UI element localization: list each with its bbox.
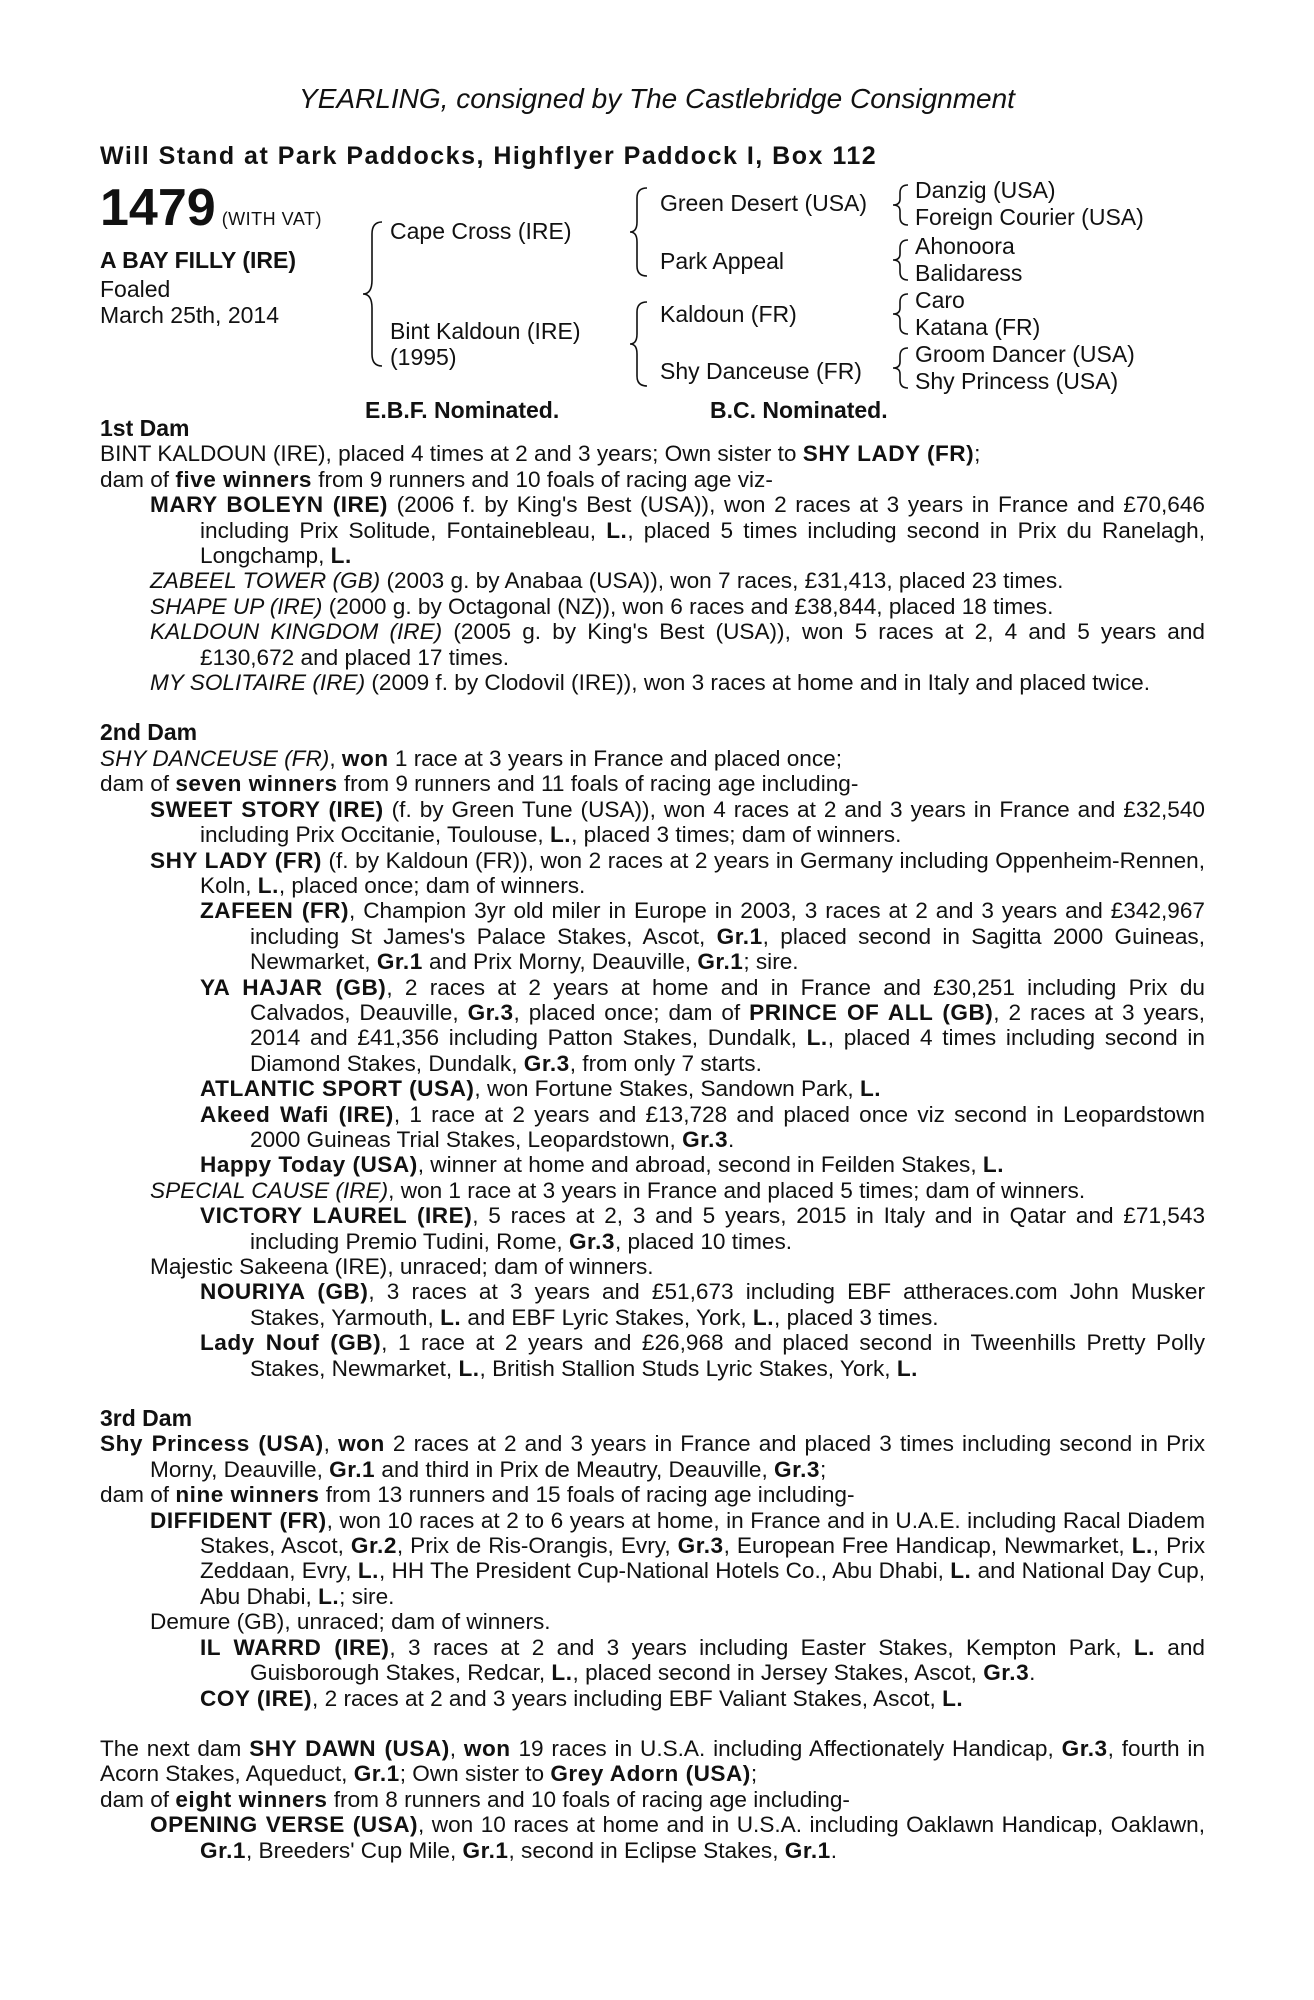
entry-akeed-wafi: [100, 1102, 1205, 1153]
text-run: L.: [1131, 1533, 1153, 1559]
text-run: YA HAJAR (GB): [200, 974, 387, 1000]
text-run: , 3 races at 3 years and £51,673 including EBF attheraces.com John Musker Stakes, Yarmouth,: [250, 1279, 1205, 1330]
next-dam-intro: [100, 1736, 1205, 1787]
ebf-nomination: E.B.F. Nominated.: [365, 397, 560, 423]
spacer: [100, 1711, 1205, 1736]
entry-coy: [100, 1686, 1205, 1711]
page-header: YEARLING, consigned by The Castlebridge Consignment: [299, 83, 1015, 114]
text-run: .: [1029, 1660, 1036, 1686]
pedigree-sire-dam: Park Appeal: [660, 248, 785, 274]
text-run: , 1 race at 2 years and £13,728 and placed once viz second in Leopardstown 2000 Guineas Trial Stakes, Leopardstown,: [250, 1101, 1205, 1152]
text-run: , HH The President Cup-National Hotels Co., Abu Dhabi,: [378, 1558, 951, 1584]
entry-nouriya: [100, 1279, 1205, 1330]
text-run: ;: [974, 441, 981, 467]
text-run: L.: [549, 822, 572, 848]
text-run: five winners: [175, 466, 312, 492]
text-run: MARY BOLEYN (IRE): [150, 492, 388, 518]
text-run: ZAFEEN (FR): [200, 898, 349, 924]
bc-nomination: B.C. Nominated.: [710, 397, 888, 423]
entry-diffident: [100, 1508, 1205, 1610]
second-dam-intro: [100, 746, 1205, 771]
lot-number-value: 1479: [100, 179, 216, 237]
text-run: from 9 runners and 10 foals of racing age viz-: [311, 466, 773, 492]
text-run: , from only 7 starts.: [569, 1050, 762, 1076]
entry-zafeen: [100, 898, 1205, 974]
text-run: VICTORY LAUREL (IRE): [200, 1203, 473, 1229]
text-run: Gr.1: [716, 923, 763, 949]
text-run: L.: [357, 1558, 379, 1584]
pedigree-g2: Foreign Courier (USA): [915, 204, 1144, 230]
text-run: OPENING VERSE (USA): [150, 1812, 419, 1838]
section-third-dam: 3rd Dam: [100, 1405, 193, 1432]
text-run: , winner at home and abroad, second in Feilden Stakes,: [417, 1152, 983, 1178]
text-run: L.: [606, 517, 628, 543]
text-run: , European Free Handicap, Newmarket,: [723, 1533, 1132, 1559]
text-run: SHY DAWN (USA): [249, 1735, 450, 1761]
pedigree-brace-main: [360, 220, 390, 368]
pedigree-sire: Cape Cross (IRE): [390, 218, 572, 244]
text-run: , won 10 races at 2 to 6 years at home, in France and in U.A.E. including Racal Diadem Stakes, Ascot,: [200, 1507, 1206, 1559]
text-run: L.: [950, 1558, 972, 1584]
text-run: L.: [330, 543, 352, 569]
pedigree-brace-dam: [627, 300, 653, 388]
text-run: won: [463, 1735, 511, 1761]
pedigree-dam: Bint Kaldoun (IRE): [390, 318, 581, 344]
text-run: Gr.1: [329, 1456, 376, 1482]
vat-note: (WITH VAT): [221, 209, 322, 229]
text-run: Gr.3: [523, 1050, 570, 1076]
text-run: ; sire.: [339, 1583, 395, 1609]
text-run: dam of: [100, 466, 176, 492]
text-run: (2006 f. by King's Best (USA)), won 2 races at 3 years in France and £70,646 including Prix Solitude, Fontainebleau,: [200, 492, 1205, 543]
entry-opening-verse: [100, 1812, 1205, 1863]
entry-demure: Demure (GB), unraced; dam of winners.: [150, 1609, 551, 1635]
foaled-label: Foaled: [100, 276, 171, 302]
text-run: , placed 4 times including second in Diamond Stakes, Dundalk,: [250, 1025, 1205, 1076]
text-run: SHY LADY (FR): [150, 847, 322, 873]
text-run: , placed once; dam of: [513, 999, 750, 1025]
text-run: BINT KALDOUN (IRE), placed 4 times at 2 and 3 years; Own sister to: [100, 441, 803, 467]
text-run: , 5 races at 2, 3 and 5 years, 2015 in Italy and in Qatar and £71,543 including Premio Tudini, Rome,: [250, 1203, 1206, 1254]
text-run: , placed 10 times.: [614, 1228, 793, 1254]
text-run: , placed second in Sagitta 2000 Guineas, Newmarket,: [250, 923, 1205, 975]
text-run: seven winners: [175, 771, 338, 797]
pedigree-g7: Groom Dancer (USA): [915, 341, 1135, 367]
text-run: ; Own sister to: [399, 1761, 551, 1787]
text-run: 1 race at 3 years in France and placed once;: [388, 745, 842, 771]
pedigree-g3: Ahonoora: [915, 233, 1015, 259]
entry-victory-laurel: [100, 1203, 1205, 1254]
text-run: (2009 f. by Clodovil (IRE)), won 3 races at home and in Italy and placed twice.: [365, 670, 1150, 696]
text-run: ;: [750, 1761, 758, 1787]
text-run: , second in Eclipse Stakes,: [508, 1837, 785, 1863]
pedigree-brace-g1: [890, 183, 912, 227]
text-run: , fourth in Acorn Stakes, Aqueduct,: [100, 1735, 1205, 1787]
text-run: ,: [449, 1735, 464, 1761]
text-run: , Prix de Ris-Orangis, Evry,: [396, 1533, 678, 1559]
text-run: Gr.3: [467, 999, 514, 1025]
text-run: from 13 runners and 15 foals of racing age including-: [319, 1482, 855, 1508]
text-run: L.: [458, 1355, 480, 1381]
text-run: , placed once; dam of winners.: [278, 872, 586, 898]
text-run: , 2 races at 3 years, 2014 and £41,356 including Patton Stakes, Dundalk,: [250, 999, 1205, 1051]
foaled-date: March 25th, 2014: [100, 302, 280, 328]
text-run: won: [338, 1431, 385, 1457]
pedigree-g4: Balidaress: [915, 260, 1023, 286]
entry-sweet-story: [100, 797, 1205, 848]
text-run: COY (IRE): [200, 1685, 313, 1711]
text-run: Gr.1: [462, 1837, 509, 1863]
entry-shy-lady: [100, 848, 1205, 899]
text-run: and EBF Lyric Stakes, York,: [461, 1304, 753, 1330]
text-run: Gr.3: [1061, 1735, 1108, 1761]
text-run: , won 1 race at 3 years in France and placed 5 times; dam of winners.: [388, 1177, 1086, 1203]
text-run: nine winners: [175, 1482, 320, 1508]
text-run: L.: [942, 1685, 964, 1711]
text-run: , placed 5 times including second in Prix du Ranelagh, Longchamp,: [200, 517, 1205, 569]
text-run: Gr.1: [200, 1837, 246, 1863]
text-run: eight winners: [175, 1786, 328, 1812]
text-run: ATLANTIC SPORT (USA): [200, 1076, 475, 1102]
pedigree-dam-year: (1995): [390, 344, 457, 370]
text-run: .: [830, 1837, 838, 1863]
text-run: .: [728, 1126, 735, 1152]
text-run: MY SOLITAIRE (IRE): [150, 670, 366, 696]
text-run: Gr.3: [983, 1660, 1030, 1686]
text-run: , Prix Zeddaan, Evry,: [200, 1533, 1205, 1584]
pedigree-g5: Caro: [915, 287, 965, 313]
text-run: , 2 races at 2 years at home and in France and £30,251 including Prix du Calvados, Deauville,: [250, 974, 1205, 1025]
entry-il-warrd: [100, 1635, 1205, 1686]
text-run: Shy Princess (USA): [100, 1431, 324, 1457]
entry-shape-up: [100, 594, 1205, 619]
spacer: [100, 695, 1205, 720]
text-run: L.: [257, 872, 279, 898]
text-run: IL WARRD (IRE): [200, 1634, 390, 1660]
text-run: ,: [329, 745, 342, 771]
text-run: Gr.1: [353, 1761, 400, 1787]
pedigree-brace-sire: [627, 186, 653, 278]
entry-majestic-sakeena: Majestic Sakeena (IRE), unraced; dam of winners.: [150, 1254, 654, 1279]
text-run: Gr.3: [774, 1456, 820, 1482]
text-run: Gr.3: [682, 1126, 729, 1152]
pedigree-brace-g2: [890, 238, 912, 282]
entry-atlantic-sport: [100, 1076, 1205, 1101]
section-first-dam: 1st Dam: [100, 415, 190, 441]
first-dam-produce-summary: [100, 467, 1205, 492]
text-run: , British Stallion Studs Lyric Stakes, York,: [479, 1355, 897, 1381]
spacer: [100, 1381, 1205, 1406]
text-run: Gr.1: [784, 1837, 831, 1863]
pedigree-g8: Shy Princess (USA): [915, 368, 1119, 394]
text-run: ZABEEL TOWER (GB): [150, 568, 381, 594]
entry-kaldoun-kingdom: [100, 619, 1205, 670]
entry-lady-nouf: [100, 1330, 1205, 1381]
text-run: , placed 3 times.: [774, 1304, 939, 1330]
text-run: Gr.3: [568, 1228, 615, 1254]
text-run: Gr.1: [376, 949, 423, 975]
section-second-dam: 2nd Dam: [100, 719, 198, 746]
text-run: and Guisborough Stakes, Redcar,: [250, 1634, 1205, 1686]
text-run: Gr.3: [677, 1533, 724, 1559]
text-run: dam of: [100, 1482, 176, 1508]
first-dam-intro: [100, 441, 1205, 466]
text-run: Lady Nouf (GB): [200, 1330, 382, 1356]
pedigree-brace-g3: [890, 292, 912, 336]
text-run: PRINCE OF ALL (GB): [749, 999, 994, 1025]
text-run: L.: [896, 1355, 918, 1381]
entry-my-solitaire: [100, 670, 1205, 695]
text-run: , Breeders' Cup Mile,: [245, 1837, 463, 1863]
text-run: dam of: [100, 771, 176, 797]
second-dam-produce-summary: [100, 771, 1205, 796]
text-run: L.: [982, 1152, 1004, 1178]
entry-mary-boleyn: [100, 492, 1205, 568]
entry-ya-hajar: [100, 975, 1205, 1077]
entry-zabeel-tower: [100, 568, 1205, 593]
pedigree-notes: [100, 416, 1205, 1863]
third-dam-intro: [100, 1431, 1205, 1482]
text-run: from 8 runners and 10 foals of racing age including-: [327, 1786, 850, 1812]
text-run: NOURIYA (GB): [200, 1279, 369, 1305]
text-run: (f. by Kaldoun (FR)), won 2 races at 2 years in Germany including Oppenheim-Rennen, Koln,: [200, 847, 1205, 898]
pedigree-brace-g4: [890, 346, 912, 390]
entry-special-cause: [100, 1178, 1205, 1203]
text-run: Happy Today (USA): [200, 1152, 418, 1178]
text-run: Gr.2: [350, 1533, 397, 1559]
lot-number: [100, 180, 322, 247]
text-run: SHY DANCEUSE (FR): [100, 745, 330, 771]
text-run: , 1 race at 2 years and £26,968 and placed second in Tweenhills Pretty Polly Stakes, Newmarket,: [250, 1330, 1205, 1381]
text-run: SHY LADY (FR): [802, 441, 975, 467]
text-run: L.: [806, 1025, 828, 1051]
next-dam-produce-summary: [100, 1787, 1205, 1812]
pedigree-g1: Danzig (USA): [915, 177, 1056, 203]
text-run: L.: [752, 1304, 775, 1330]
text-run: SHAPE UP (IRE): [150, 593, 323, 619]
pedigree-dam-dam: Shy Danceuse (FR): [660, 358, 862, 384]
text-run: , won Fortune Stakes, Sandown Park,: [474, 1076, 860, 1102]
text-run: won: [341, 745, 389, 771]
text-run: (2000 g. by Octagonal (NZ)), won 6 races and £38,844, placed 18 times.: [322, 593, 1054, 619]
text-run: 2 races at 2 and 3 years in France and placed 3 times including second in Prix Morny, Deauville,: [150, 1431, 1205, 1482]
third-dam-produce-summary: [100, 1482, 1205, 1507]
text-run: and Prix Morny, Deauville,: [422, 949, 698, 975]
horse-name: A BAY FILLY (IRE): [100, 247, 296, 273]
text-run: from 9 runners and 11 foals of racing age including-: [337, 771, 859, 797]
text-run: ; sire.: [743, 949, 799, 975]
text-run: L.: [859, 1076, 882, 1102]
text-run: SWEET STORY (IRE): [150, 796, 384, 822]
text-run: The next dam: [100, 1735, 250, 1761]
text-run: ,: [323, 1431, 339, 1457]
text-run: and National Day Cup, Abu Dhabi,: [200, 1558, 1205, 1609]
text-run: SPECIAL CAUSE (IRE): [150, 1177, 389, 1203]
text-run: L.: [551, 1660, 573, 1686]
stand-location: Will Stand at Park Paddocks, Highflyer Paddock I, Box 112: [100, 142, 878, 170]
text-run: Gr.1: [697, 949, 744, 975]
text-run: (2003 g. by Anabaa (USA)), won 7 races, £31,413, placed 23 times.: [380, 568, 1064, 594]
text-run: , placed 3 times; dam of winners.: [571, 822, 902, 848]
text-run: L.: [318, 1583, 340, 1609]
text-run: , placed second in Jersey Stakes, Ascot,: [572, 1660, 984, 1686]
text-run: Grey Adorn (USA): [550, 1761, 751, 1787]
pedigree-sire-sire: Green Desert (USA): [660, 190, 868, 216]
text-run: L.: [1133, 1634, 1155, 1660]
text-run: ;: [820, 1456, 827, 1482]
text-run: DIFFIDENT (FR): [150, 1507, 327, 1533]
text-run: 19 races in U.S.A. including Affectionately Handicap,: [510, 1735, 1062, 1761]
text-run: , 3 races at 2 and 3 years including Easter Stakes, Kempton Park,: [389, 1634, 1134, 1660]
text-run: KALDOUN KINGDOM (IRE): [150, 619, 443, 645]
pedigree-g6: Katana (FR): [915, 314, 1041, 340]
text-run: , 2 races at 2 and 3 years including EBF Valiant Stakes, Ascot,: [312, 1685, 943, 1711]
text-run: (f. by Green Tune (USA)), won 4 races at 2 and 3 years in France and £32,540 including Prix Occitanie, Toulouse,: [200, 796, 1206, 848]
text-run: Akeed Wafi (IRE): [200, 1101, 394, 1127]
text-run: , Champion 3yr old miler in Europe in 2003, 3 races at 2 and 3 years and £342,967 including St James's Palace Stakes, Ascot,: [250, 898, 1205, 949]
text-run: L.: [440, 1304, 462, 1330]
text-run: , won 10 races at home and in U.S.A. including Oaklawn Handicap, Oaklawn,: [418, 1812, 1205, 1838]
text-run: (2005 g. by King's Best (USA)), won 5 races at 2, 4 and 5 years and £130,672 and placed 17 times.: [200, 619, 1205, 670]
text-run: and third in Prix de Meautry, Deauville,: [375, 1456, 775, 1482]
pedigree-dam-sire: Kaldoun (FR): [660, 301, 797, 327]
entry-happy-today: [100, 1152, 1205, 1177]
text-run: dam of: [100, 1786, 176, 1812]
